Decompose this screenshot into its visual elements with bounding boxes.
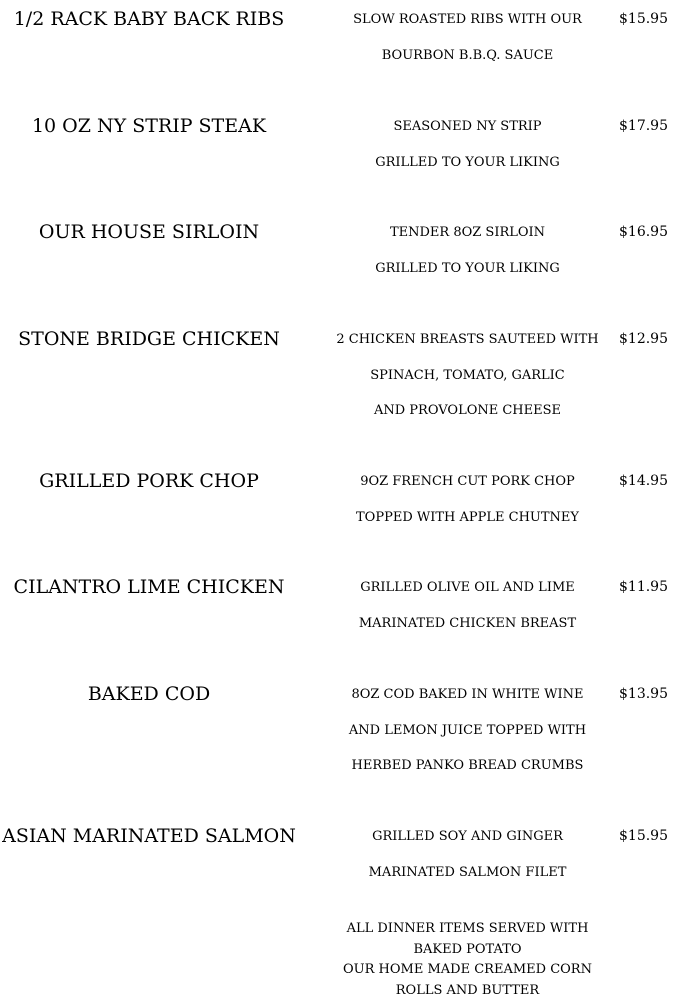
item-price: $13.95 [619, 686, 668, 702]
description-line: GRILLED TO YOUR LIKING [375, 260, 560, 276]
item-price: $16.95 [619, 224, 668, 240]
footer-line: ALL DINNER ITEMS SERVED WITH [346, 921, 589, 936]
item-name: CILANTRO LIME CHICKEN [13, 576, 285, 598]
description-line: SEASONED NY STRIP [393, 119, 542, 134]
item-name: BAKED COD [87, 683, 211, 705]
description-line: AND PROVOLONE CHEESE [373, 403, 562, 419]
menu-footer-note [335, 919, 600, 1002]
item-description [335, 224, 600, 295]
item-description [335, 686, 600, 793]
item-name: STONE BRIDGE CHICKEN [18, 328, 280, 350]
description-line: MARINATED CHICKEN BREAST [358, 615, 577, 631]
item-price: $15.95 [619, 828, 668, 844]
item-price: $14.95 [619, 473, 668, 489]
description-line: GRILLED TO YOUR LIKING [375, 154, 560, 170]
item-price: $15.95 [619, 11, 668, 27]
description-line: 8OZ COD BAKED IN WHITE WINE [351, 687, 584, 702]
footer-line: OUR HOME MADE CREAMED CORN [343, 962, 592, 978]
item-name: 1/2 RACK BABY BACK RIBS [13, 8, 285, 30]
description-line: TOPPED WITH APPLE CHUTNEY [356, 509, 579, 525]
description-line: MARINATED SALMON FILET [368, 864, 567, 880]
description-line: 9OZ FRENCH CUT PORK CHOP [360, 474, 575, 489]
description-line: SPINACH, TOMATO, GARLIC [370, 367, 565, 383]
description-line: TENDER 8OZ SIRLOIN [389, 225, 546, 240]
description-line: HERBED PANKO BREAD CRUMBS [351, 758, 584, 774]
item-price: $11.95 [619, 579, 668, 595]
item-price: $17.95 [619, 118, 668, 134]
item-name: OUR HOUSE SIRLOIN [38, 221, 260, 243]
item-description [335, 828, 600, 899]
item-description [335, 579, 600, 650]
item-name: 10 OZ NY STRIP STEAK [31, 115, 267, 137]
item-description [335, 331, 600, 438]
footer-line: BAKED POTATO [413, 941, 522, 957]
item-name: GRILLED PORK CHOP [39, 470, 259, 492]
description-line: BOURBON B.B.Q. SAUCE [381, 47, 554, 63]
item-price: $12.95 [619, 331, 668, 347]
item-description [335, 118, 600, 189]
item-description [335, 473, 600, 544]
description-line: SLOW ROASTED RIBS WITH OUR [353, 12, 582, 27]
item-name: ASIAN MARINATED SALMON [2, 825, 296, 847]
description-line: AND LEMON JUICE TOPPED WITH [348, 722, 587, 738]
description-line: GRILLED OLIVE OIL AND LIME [360, 580, 575, 595]
footer-line: ROLLS AND BUTTER [395, 983, 540, 999]
item-description [335, 11, 600, 82]
description-line: 2 CHICKEN BREASTS SAUTEED WITH [336, 332, 599, 347]
description-line: GRILLED SOY AND GINGER [372, 829, 563, 844]
